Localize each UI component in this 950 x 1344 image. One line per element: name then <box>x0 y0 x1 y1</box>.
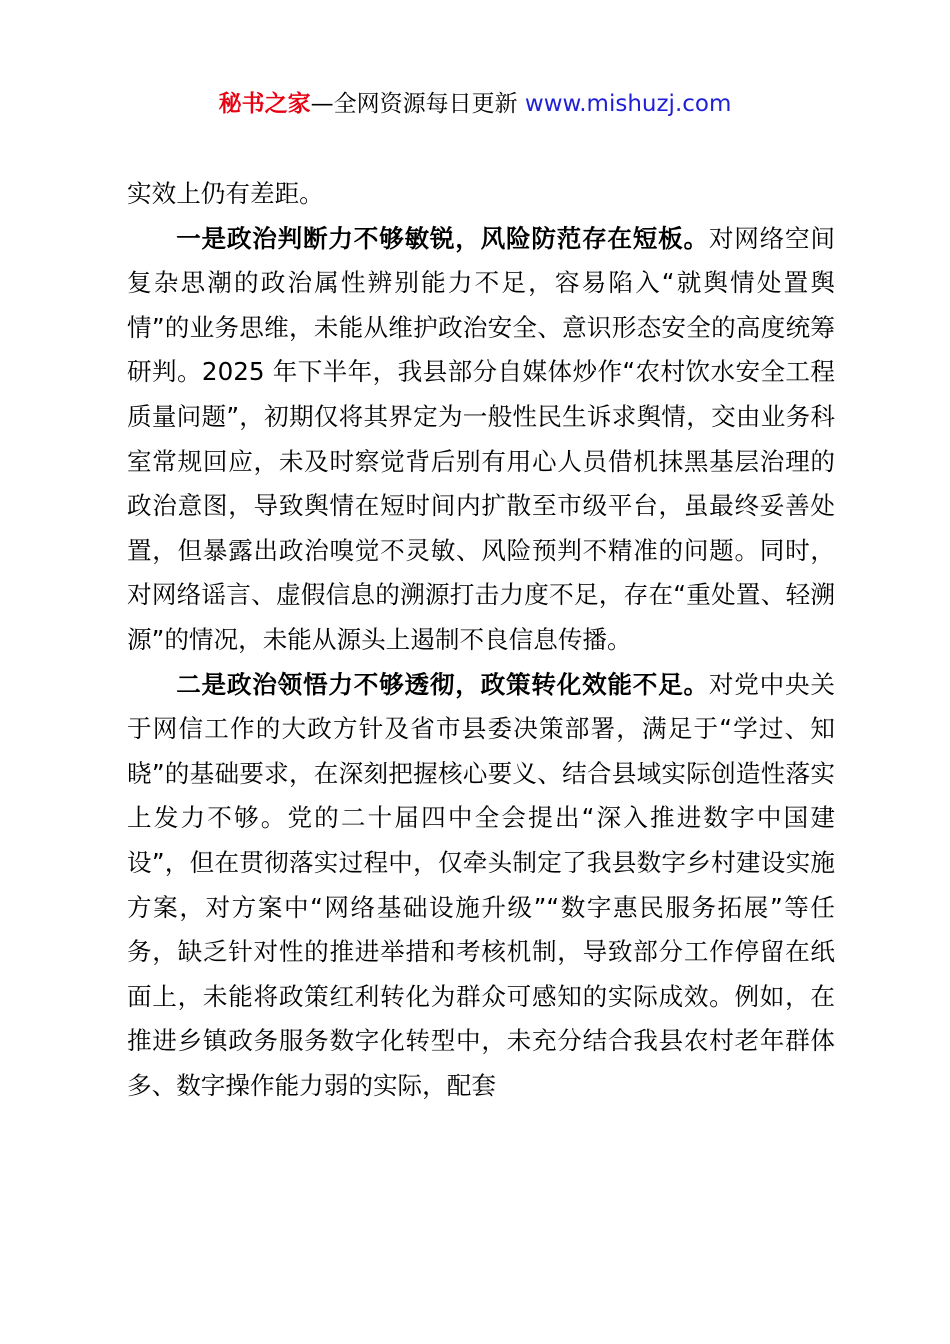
paragraph-text: 对网络空间复杂思潮的政治属性辨别能力不足，容易陷入“就舆情处置舆情”的业务思维，未能从维护政治安全、意识形态安全的高度统筹研判。2025 年下半年，我县部分自媒体炒作“农村饮水安全工程质量问题”，初期仅将其界定为一般性民生诉求舆情，交由业务科室常规回应，未及时察觉背后别有用心人员借机抹黑基层治理的政治意图，导致舆情在短时间内扩散至市级平台，虽最终妥善处置，但暴露出政治嗅觉不灵敏、风险预判不精准的问题。同时，对网络谣言、虚假信息的溯源打击力度不足，存在“重处置、轻溯源”的情况，未能从源头上遏制不良信息传播。 <box>127 223 835 654</box>
document-body <box>127 172 835 1108</box>
site-url-link[interactable]: www.mishuzj.com <box>524 91 732 117</box>
paragraph-continuation <box>127 172 835 217</box>
site-tagline: —全网资源每日更新 <box>310 91 518 117</box>
site-brand: 秘书之家 <box>218 91 311 117</box>
paragraph-political-comprehension <box>127 663 835 1109</box>
paragraph-text: 对党中央关于网信工作的大政方针及省市县委决策部署，满足于“学过、知晓”的基础要求，在深刻把握核心要义、结合县域实际创造性落实上发力不够。党的二十届四中全会提出“深入推进数字中国建设”，但在贯彻落实过程中，仅牵头制定了我县数字乡村建设实施方案，对方案中“网络基础设施升级”“数字惠民服务拓展”等任务，缺乏针对性的推进举措和考核机制，导致部分工作停留在纸面上，未能将政策红利转化为群众可感知的实际成效。例如，在推进乡镇政务服务数字化转型中，未充分结合我县农村老年群体多、数字操作能力弱的实际，配套 <box>127 669 835 1100</box>
paragraph-political-judgment <box>127 217 835 663</box>
page-header <box>0 86 950 122</box>
paragraph-lead-heading: 二是政治领悟力不够透彻，政策转化效能不足。 <box>176 669 709 699</box>
paragraph-lead-heading: 一是政治判断力不够敏锐，风险防范存在短板。 <box>176 223 709 253</box>
paragraph-text: 实效上仍有差距。 <box>127 179 324 208</box>
